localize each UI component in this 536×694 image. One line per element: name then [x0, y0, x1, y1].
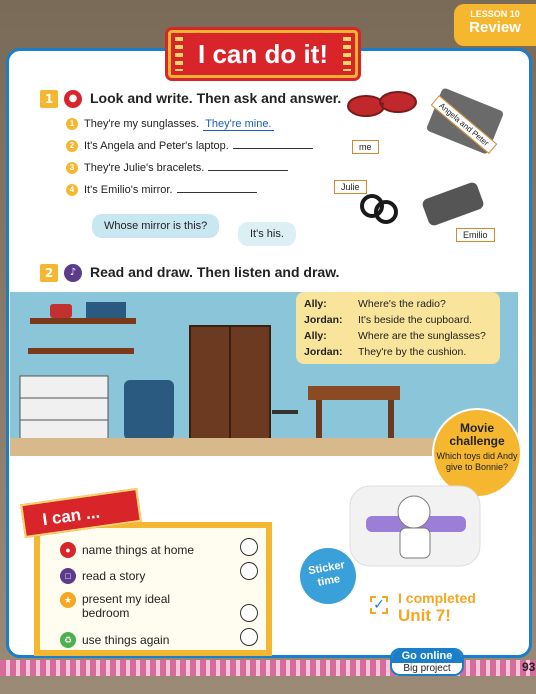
tag-me: me	[352, 140, 379, 154]
movie-challenge-question: Which toys did Andy give to Bonnie?	[436, 451, 518, 472]
dialogue-line: Jordan: They're by the cushion.	[304, 346, 467, 358]
section-1-title: Look and write. Then ask and answer.	[90, 90, 342, 106]
section-2-title: Read and draw. Then listen and draw.	[90, 264, 340, 280]
i-can-item: ★ present my ideal bedroom	[60, 592, 210, 620]
answer-3-blank[interactable]	[208, 170, 288, 171]
bracelets-icon	[362, 196, 396, 222]
answer-1[interactable]: They're mine.	[205, 118, 272, 130]
section-1-number: 1	[40, 90, 58, 108]
section-2-number: 2	[40, 264, 58, 282]
book-icon: □	[60, 568, 76, 584]
page-title: I can do it!	[168, 30, 358, 78]
checkbox-circle[interactable]	[240, 562, 258, 580]
answer-4-blank[interactable]	[177, 192, 257, 193]
movie-challenge-title: Movie challenge	[449, 421, 505, 448]
speech-icon: ●	[60, 542, 76, 558]
i-can-heading: I can ...	[20, 488, 142, 538]
items-illustration	[300, 80, 520, 250]
answer-bubble: It's his.	[238, 222, 296, 246]
i-can-item: ♻ use things again	[60, 632, 169, 648]
dialogue-line: Jordan: It's beside the cupboard.	[304, 314, 473, 326]
dialogue-line: Ally: Where are the sunglasses?	[304, 330, 486, 342]
present-icon: ★	[60, 592, 76, 608]
tag-emilio: Emilio	[456, 228, 495, 242]
tag-julie: Julie	[334, 180, 367, 194]
checkbox-circle[interactable]	[240, 538, 258, 556]
completed-message: I completed Unit 7!	[398, 590, 476, 625]
question-2: 2 It's Angela and Peter's laptop.	[66, 140, 313, 152]
tag-angela: Angela and Peter	[431, 95, 497, 154]
mirror-icon	[421, 181, 485, 227]
go-online-button[interactable]: Go online Big project	[390, 648, 464, 676]
dialogue-line: Ally: Where's the radio?	[304, 298, 446, 310]
checkbox-circle[interactable]	[240, 604, 258, 622]
page-number: 93	[522, 660, 536, 674]
speech-icon: ●	[64, 90, 82, 108]
i-can-item: □ read a story	[60, 568, 145, 584]
question-bubble: Whose mirror is this?	[92, 214, 219, 238]
sticker-time-badge: Sticker time	[296, 544, 361, 609]
recycle-icon: ♻	[60, 632, 76, 648]
sunglasses-icon	[348, 92, 416, 116]
completed-checkbox[interactable]: ✓	[370, 596, 388, 614]
checkbox-circle[interactable]	[240, 628, 258, 646]
question-4: 4 It's Emilio's mirror.	[66, 184, 257, 196]
question-3: 3 They're Julie's bracelets.	[66, 162, 288, 174]
review-label: Review	[469, 19, 521, 36]
lesson-tag	[454, 4, 536, 46]
dialogue-box	[296, 292, 500, 364]
listen-icon: ♪	[64, 264, 82, 282]
question-1: 1 They're my sunglasses. They're mine.	[66, 118, 274, 130]
lesson-label: LESSON 10	[470, 9, 520, 19]
i-can-item: ● name things at home	[60, 542, 194, 558]
buzz-sticker	[340, 476, 490, 576]
